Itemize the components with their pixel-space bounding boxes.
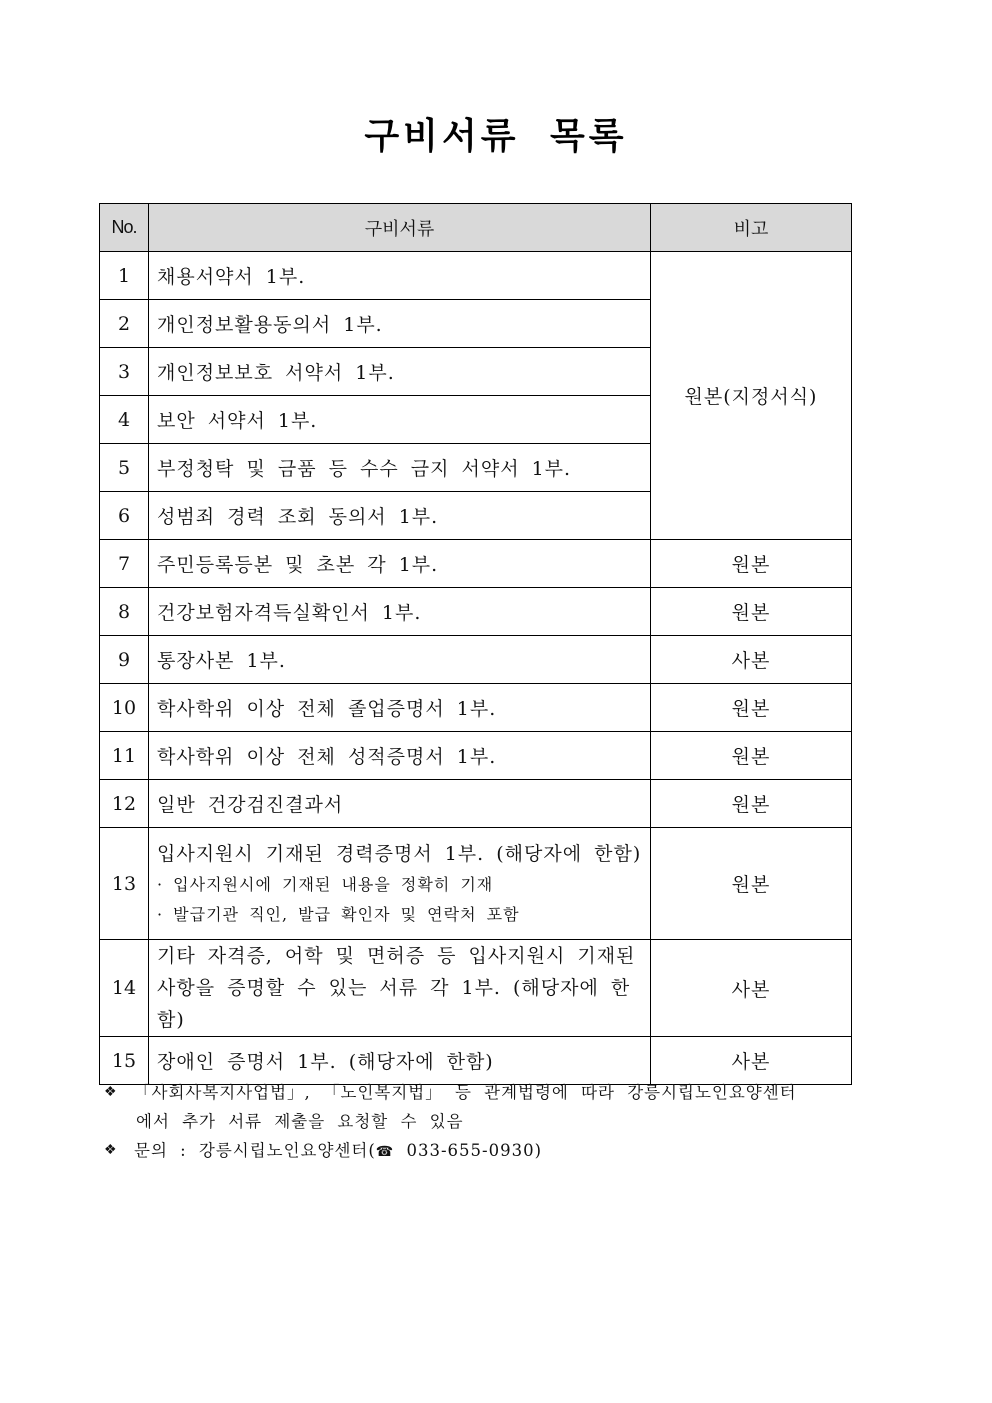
row-number: 15 — [100, 1037, 149, 1085]
contact-label: 문의 : 강릉시립노인요양센터( — [134, 1141, 376, 1160]
table-row — [100, 780, 852, 828]
phone-icon: ☎ — [375, 1144, 395, 1160]
note: 사본 — [651, 636, 852, 684]
row-number: 14 — [100, 940, 149, 1037]
row-number: 3 — [100, 348, 149, 396]
note: 원본 — [651, 684, 852, 732]
row-number: 11 — [100, 732, 149, 780]
document-name: 통장사본 1부. — [149, 636, 651, 684]
row-number: 6 — [100, 492, 149, 540]
table-row — [100, 252, 852, 300]
page-title: 구비서류 목록 — [364, 116, 628, 157]
document-name: 장애인 증명서 1부. (해당자에 한함) — [149, 1037, 651, 1085]
header-no: No. — [100, 204, 149, 252]
document-name: 학사학위 이상 전체 졸업증명서 1부. — [149, 684, 651, 732]
document-name: 부정청탁 및 금품 등 수수 금지 서약서 1부. — [149, 444, 651, 492]
document-name-line2: 사항을 증명할 수 있는 서류 각 1부. (해당자에 한함) — [157, 977, 631, 1031]
table-row — [100, 684, 852, 732]
table-row — [100, 636, 852, 684]
document-cell — [149, 940, 651, 1037]
header-document: 구비서류 — [149, 204, 651, 252]
footnotes — [104, 1078, 864, 1167]
row-number: 7 — [100, 540, 149, 588]
row-number: 4 — [100, 396, 149, 444]
document-name: 입사지원시 기재된 경력증명서 1부. (해당자에 한함) — [157, 842, 642, 865]
document-name: 보안 서약서 1부. — [149, 396, 651, 444]
note: 원본 — [651, 588, 852, 636]
document-name: 일반 건강검진결과서 — [149, 780, 651, 828]
table-row — [100, 828, 852, 940]
document-name: 채용서약서 1부. — [149, 252, 651, 300]
table-row — [100, 732, 852, 780]
row-number: 12 — [100, 780, 149, 828]
documents-table — [99, 203, 852, 1085]
document-name: 성범죄 경력 조회 동의서 1부. — [149, 492, 651, 540]
note: 원본 — [651, 828, 852, 940]
header-note: 비고 — [651, 204, 852, 252]
diamond-bullet-icon: ❖ — [104, 1142, 118, 1158]
note-merged: 원본(지정서식) — [651, 252, 852, 540]
table-row — [100, 588, 852, 636]
document-name: 주민등록등본 및 초본 각 1부. — [149, 540, 651, 588]
table-row — [100, 940, 852, 1037]
note: 사본 — [651, 940, 852, 1037]
document-cell — [149, 828, 651, 940]
diamond-bullet-icon: ❖ — [104, 1084, 118, 1100]
note: 원본 — [651, 732, 852, 780]
table-header-row — [100, 204, 852, 252]
footnote-text: 「사회사복지사업법」, 「노인복지법」 등 관계법령에 따라 강릉시립노인요양센터 — [134, 1083, 797, 1102]
row-number: 5 — [100, 444, 149, 492]
phone-number: 033-655-0930) — [394, 1141, 543, 1160]
note: 원본 — [651, 540, 852, 588]
row-number: 9 — [100, 636, 149, 684]
footnote-contact — [104, 1136, 864, 1167]
table-row — [100, 540, 852, 588]
document-name-line1: 기타 자격증, 어학 및 면허증 등 입사지원시 기재된 — [157, 945, 636, 967]
document-name: 건강보험자격득실확인서 1부. — [149, 588, 651, 636]
sub-item: · 입사지원시에 기재된 내용을 정확히 기재 — [157, 874, 494, 894]
row-number: 2 — [100, 300, 149, 348]
document-name: 학사학위 이상 전체 성적증명서 1부. — [149, 732, 651, 780]
row-number: 10 — [100, 684, 149, 732]
footnote-legal — [104, 1078, 864, 1107]
sub-item: · 발급기관 직인, 발급 확인자 및 연락처 포함 — [157, 904, 520, 924]
document-name: 개인정보보호 서약서 1부. — [149, 348, 651, 396]
row-number: 13 — [100, 828, 149, 940]
row-number: 8 — [100, 588, 149, 636]
note: 사본 — [651, 1037, 852, 1085]
note: 원본 — [651, 780, 852, 828]
footnote-text-continued: 에서 추가 서류 제출을 요청할 수 있음 — [136, 1112, 464, 1131]
row-number: 1 — [100, 252, 149, 300]
document-name: 개인정보활용동의서 1부. — [149, 300, 651, 348]
